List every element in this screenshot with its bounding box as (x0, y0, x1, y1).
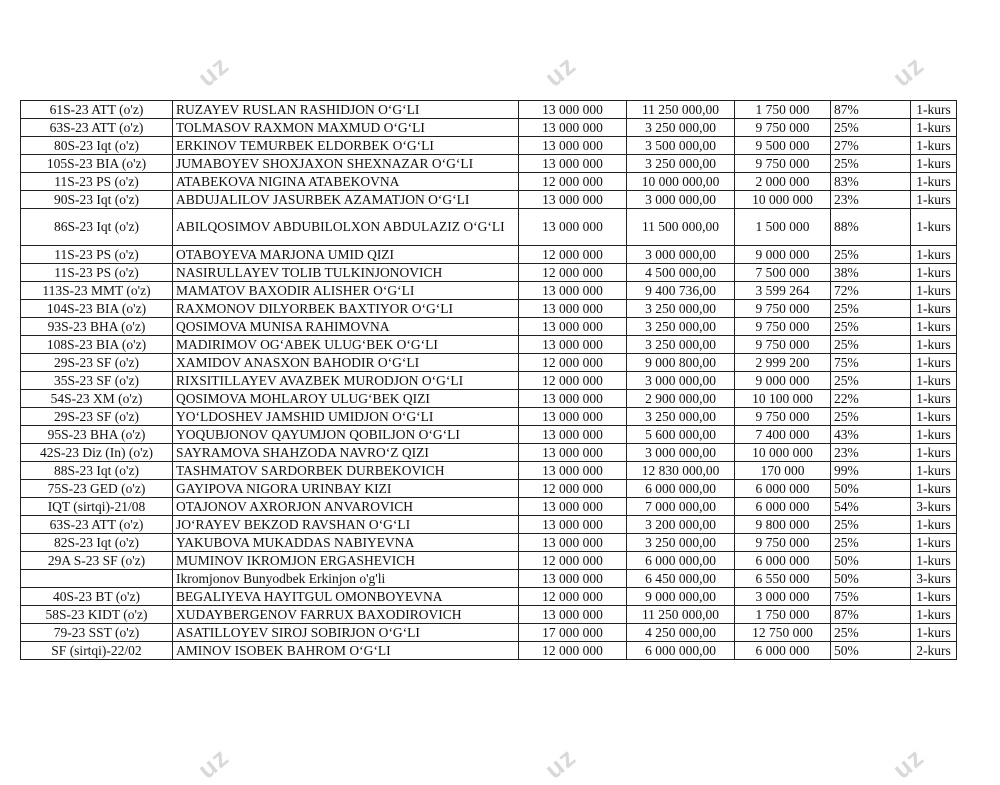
paid-percent-cell: 25% (831, 246, 911, 264)
debt-amount-cell: 10 000 000 (735, 444, 831, 462)
contract-amount-cell: 13 000 000 (519, 336, 627, 354)
student-name-cell: MAMATOV BAXODIR ALISHER O‘G‘LI (173, 282, 519, 300)
paid-amount-cell: 9 000 000,00 (627, 588, 735, 606)
table-row (21, 101, 957, 119)
paid-amount-cell: 3 250 000,00 (627, 318, 735, 336)
table-row (21, 462, 957, 480)
group-cell: 54S-23 XM (o'z) (21, 390, 173, 408)
course-cell: 1-kurs (911, 534, 957, 552)
contract-amount-cell: 13 000 000 (519, 570, 627, 588)
table-row (21, 282, 957, 300)
group-cell (21, 570, 173, 588)
paid-amount-cell: 6 450 000,00 (627, 570, 735, 588)
table-row (21, 444, 957, 462)
paid-amount-cell: 2 900 000,00 (627, 390, 735, 408)
group-cell: 86S-23 Iqt (o'z) (21, 209, 173, 246)
table-row (21, 390, 957, 408)
contract-amount-cell: 13 000 000 (519, 119, 627, 137)
debt-amount-cell: 3 000 000 (735, 588, 831, 606)
paid-amount-cell: 4 250 000,00 (627, 624, 735, 642)
table-row (21, 137, 957, 155)
student-name-cell: BEGALIYEVA HAYITGUL OMONBOYEVNA (173, 588, 519, 606)
table-row (21, 642, 957, 660)
debt-amount-cell: 9 750 000 (735, 408, 831, 426)
table-row (21, 408, 957, 426)
debt-amount-cell: 170 000 (735, 462, 831, 480)
course-cell: 1-kurs (911, 516, 957, 534)
student-name-cell: MADIRIMOV OG‘ABEK ULUG‘BEK O‘G‘LI (173, 336, 519, 354)
table-row (21, 119, 957, 137)
student-name-cell: RUZAYEV RUSLAN RASHIDJON O‘G‘LI (173, 101, 519, 119)
course-cell: 1-kurs (911, 209, 957, 246)
table-row (21, 318, 957, 336)
course-cell: 1-kurs (911, 137, 957, 155)
group-cell: 40S-23 BT (o'z) (21, 588, 173, 606)
group-cell: 42S-23 Diz (In) (o'z) (21, 444, 173, 462)
group-cell: 58S-23 KIDT (o'z) (21, 606, 173, 624)
student-name-cell: ERKINOV TEMURBEK ELDORBEK O‘G‘LI (173, 137, 519, 155)
paid-amount-cell: 3 000 000,00 (627, 444, 735, 462)
paid-percent-cell: 25% (831, 534, 911, 552)
course-cell: 1-kurs (911, 372, 957, 390)
contract-amount-cell: 12 000 000 (519, 552, 627, 570)
paid-percent-cell: 87% (831, 606, 911, 624)
paid-amount-cell: 6 000 000,00 (627, 552, 735, 570)
debt-amount-cell: 9 000 000 (735, 246, 831, 264)
course-cell: 3-kurs (911, 570, 957, 588)
debt-amount-cell: 3 599 264 (735, 282, 831, 300)
contract-amount-cell: 13 000 000 (519, 155, 627, 173)
course-cell: 1-kurs (911, 624, 957, 642)
paid-percent-cell: 22% (831, 390, 911, 408)
course-cell: 3-kurs (911, 498, 957, 516)
course-cell: 1-kurs (911, 155, 957, 173)
debt-amount-cell: 9 750 000 (735, 300, 831, 318)
paid-percent-cell: 23% (831, 191, 911, 209)
contract-amount-cell: 13 000 000 (519, 209, 627, 246)
contract-amount-cell: 12 000 000 (519, 372, 627, 390)
paid-amount-cell: 11 250 000,00 (627, 606, 735, 624)
debt-amount-cell: 6 550 000 (735, 570, 831, 588)
contract-amount-cell: 13 000 000 (519, 444, 627, 462)
table-row (21, 606, 957, 624)
student-name-cell: ASATILLOYEV SIROJ SOBIRJON O‘G‘LI (173, 624, 519, 642)
debt-amount-cell: 12 750 000 (735, 624, 831, 642)
student-name-cell: SAYRAMOVA SHAHZODA NAVRO‘Z QIZI (173, 444, 519, 462)
table-row (21, 336, 957, 354)
group-cell: 61S-23 ATT (o'z) (21, 101, 173, 119)
contract-amount-cell: 13 000 000 (519, 426, 627, 444)
paid-percent-cell: 88% (831, 209, 911, 246)
contract-amount-cell: 13 000 000 (519, 318, 627, 336)
group-cell: 11S-23 PS (o'z) (21, 264, 173, 282)
paid-amount-cell: 6 000 000,00 (627, 642, 735, 660)
paid-percent-cell: 75% (831, 588, 911, 606)
paid-percent-cell: 27% (831, 137, 911, 155)
contract-amount-cell: 17 000 000 (519, 624, 627, 642)
watermark: uz (886, 741, 930, 785)
paid-percent-cell: 99% (831, 462, 911, 480)
group-cell: 11S-23 PS (o'z) (21, 173, 173, 191)
course-cell: 1-kurs (911, 173, 957, 191)
debt-amount-cell: 1 750 000 (735, 606, 831, 624)
contract-amount-cell: 13 000 000 (519, 516, 627, 534)
student-name-cell: YOQUBJONOV QAYUMJON QOBILJON O‘G‘LI (173, 426, 519, 444)
debt-amount-cell: 9 750 000 (735, 119, 831, 137)
debt-amount-cell: 9 750 000 (735, 318, 831, 336)
paid-percent-cell: 50% (831, 480, 911, 498)
group-cell: 63S-23 ATT (o'z) (21, 516, 173, 534)
contract-amount-cell: 12 000 000 (519, 480, 627, 498)
student-name-cell: QOSIMOVA MUNISA RAHIMOVNA (173, 318, 519, 336)
paid-amount-cell: 3 250 000,00 (627, 408, 735, 426)
course-cell: 1-kurs (911, 588, 957, 606)
paid-amount-cell: 10 000 000,00 (627, 173, 735, 191)
table-row (21, 173, 957, 191)
group-cell: SF (sirtqi)-22/02 (21, 642, 173, 660)
group-cell: 108S-23 BIA (o'z) (21, 336, 173, 354)
course-cell: 1-kurs (911, 552, 957, 570)
table-row (21, 624, 957, 642)
debt-amount-cell: 7 500 000 (735, 264, 831, 282)
paid-amount-cell: 3 500 000,00 (627, 137, 735, 155)
paid-percent-cell: 50% (831, 642, 911, 660)
group-cell: 11S-23 PS (o'z) (21, 246, 173, 264)
paid-amount-cell: 7 000 000,00 (627, 498, 735, 516)
student-name-cell: MUMINOV IKROMJON ERGASHEVICH (173, 552, 519, 570)
paid-percent-cell: 25% (831, 155, 911, 173)
table-row (21, 588, 957, 606)
contract-amount-cell: 12 000 000 (519, 588, 627, 606)
debt-amount-cell: 9 500 000 (735, 137, 831, 155)
contract-amount-cell: 13 000 000 (519, 606, 627, 624)
group-cell: 29S-23 SF (o'z) (21, 354, 173, 372)
course-cell: 1-kurs (911, 264, 957, 282)
course-cell: 1-kurs (911, 101, 957, 119)
table-row (21, 570, 957, 588)
group-cell: 63S-23 ATT (o'z) (21, 119, 173, 137)
paid-percent-cell: 50% (831, 552, 911, 570)
contract-amount-cell: 13 000 000 (519, 137, 627, 155)
course-cell: 1-kurs (911, 426, 957, 444)
paid-percent-cell: 83% (831, 173, 911, 191)
paid-amount-cell: 3 000 000,00 (627, 191, 735, 209)
course-cell: 1-kurs (911, 606, 957, 624)
contract-amount-cell: 12 000 000 (519, 642, 627, 660)
student-name-cell: YAKUBOVA MUKADDAS NABIYEVNA (173, 534, 519, 552)
student-name-cell: JUMABOYEV SHOXJAXON SHEXNAZAR O‘G‘LI (173, 155, 519, 173)
paid-percent-cell: 25% (831, 336, 911, 354)
table-row (21, 552, 957, 570)
debt-amount-cell: 1 500 000 (735, 209, 831, 246)
contract-amount-cell: 13 000 000 (519, 408, 627, 426)
group-cell: 79-23 SST (o'z) (21, 624, 173, 642)
paid-percent-cell: 38% (831, 264, 911, 282)
contract-amount-cell: 12 000 000 (519, 354, 627, 372)
course-cell: 1-kurs (911, 444, 957, 462)
debt-amount-cell: 6 000 000 (735, 552, 831, 570)
group-cell: 104S-23 BIA (o'z) (21, 300, 173, 318)
contract-amount-cell: 13 000 000 (519, 462, 627, 480)
table-row (21, 516, 957, 534)
group-cell: 95S-23 BHA (o'z) (21, 426, 173, 444)
paid-percent-cell: 25% (831, 318, 911, 336)
debt-amount-cell: 7 400 000 (735, 426, 831, 444)
table-row (21, 246, 957, 264)
student-name-cell: AMINOV ISOBEK BAHROM O‘G‘LI (173, 642, 519, 660)
paid-percent-cell: 43% (831, 426, 911, 444)
paid-amount-cell: 5 600 000,00 (627, 426, 735, 444)
course-cell: 2-kurs (911, 642, 957, 660)
group-cell: 105S-23 BIA (o'z) (21, 155, 173, 173)
debt-amount-cell: 10 100 000 (735, 390, 831, 408)
course-cell: 1-kurs (911, 480, 957, 498)
contract-amount-cell: 13 000 000 (519, 101, 627, 119)
paid-amount-cell: 3 250 000,00 (627, 336, 735, 354)
course-cell: 1-kurs (911, 300, 957, 318)
paid-amount-cell: 9 000 800,00 (627, 354, 735, 372)
student-name-cell: TASHMATOV SARDORBEK DURBEKOVICH (173, 462, 519, 480)
course-cell: 1-kurs (911, 318, 957, 336)
table-row (21, 480, 957, 498)
course-cell: 1-kurs (911, 336, 957, 354)
paid-percent-cell: 25% (831, 408, 911, 426)
contract-amount-cell: 13 000 000 (519, 300, 627, 318)
course-cell: 1-kurs (911, 191, 957, 209)
watermark: uz (538, 49, 582, 93)
payment-table (20, 100, 957, 660)
debt-amount-cell: 9 750 000 (735, 336, 831, 354)
table-row (21, 191, 957, 209)
group-cell: 93S-23 BHA (o'z) (21, 318, 173, 336)
debt-amount-cell: 9 000 000 (735, 372, 831, 390)
table-row (21, 300, 957, 318)
paid-amount-cell: 11 500 000,00 (627, 209, 735, 246)
paid-percent-cell: 23% (831, 444, 911, 462)
student-name-cell: OTAJONOV AXRORJON ANVAROVICH (173, 498, 519, 516)
student-name-cell: RAXMONOV DILYORBEK BAXTIYOR O‘G‘LI (173, 300, 519, 318)
group-cell: 80S-23 Iqt (o'z) (21, 137, 173, 155)
debt-amount-cell: 6 000 000 (735, 642, 831, 660)
paid-amount-cell: 3 250 000,00 (627, 300, 735, 318)
course-cell: 1-kurs (911, 119, 957, 137)
group-cell: 82S-23 Iqt (o'z) (21, 534, 173, 552)
debt-amount-cell: 6 000 000 (735, 480, 831, 498)
paid-amount-cell: 3 250 000,00 (627, 155, 735, 173)
table-row (21, 264, 957, 282)
paid-amount-cell: 6 000 000,00 (627, 480, 735, 498)
table-row (21, 534, 957, 552)
paid-amount-cell: 3 250 000,00 (627, 534, 735, 552)
student-name-cell: RIXSITILLAYEV AVAZBEK MURODJON O‘G‘LI (173, 372, 519, 390)
paid-amount-cell: 11 250 000,00 (627, 101, 735, 119)
student-name-cell: Ikromjonov Bunyodbek Erkinjon o'g'li (173, 570, 519, 588)
debt-amount-cell: 9 750 000 (735, 534, 831, 552)
table-row (21, 372, 957, 390)
group-cell: 88S-23 Iqt (o'z) (21, 462, 173, 480)
watermark: uz (191, 49, 235, 93)
contract-amount-cell: 13 000 000 (519, 390, 627, 408)
paid-amount-cell: 3 250 000,00 (627, 119, 735, 137)
contract-amount-cell: 12 000 000 (519, 173, 627, 191)
student-name-cell: ATABEKOVA NIGINA ATABEKOVNA (173, 173, 519, 191)
debt-amount-cell: 9 800 000 (735, 516, 831, 534)
course-cell: 1-kurs (911, 408, 957, 426)
student-name-cell: XAMIDOV ANASXON BAHODIR O‘G‘LI (173, 354, 519, 372)
student-name-cell: QOSIMOVA MOHLAROY ULUG‘BEK QIZI (173, 390, 519, 408)
paid-amount-cell: 3 200 000,00 (627, 516, 735, 534)
student-name-cell: XUDAYBERGENOV FARRUX BAXODIROVICH (173, 606, 519, 624)
group-cell: IQT (sirtqi)-21/08 (21, 498, 173, 516)
debt-amount-cell: 2 999 200 (735, 354, 831, 372)
student-name-cell: NASIRULLAYEV TOLIB TULKINJONOVICH (173, 264, 519, 282)
table-row (21, 354, 957, 372)
debt-amount-cell: 2 000 000 (735, 173, 831, 191)
table-row (21, 498, 957, 516)
contract-amount-cell: 13 000 000 (519, 191, 627, 209)
debt-amount-cell: 1 750 000 (735, 101, 831, 119)
paid-amount-cell: 12 830 000,00 (627, 462, 735, 480)
contract-amount-cell: 12 000 000 (519, 264, 627, 282)
debt-amount-cell: 9 750 000 (735, 155, 831, 173)
student-name-cell: ABDUJALILOV JASURBEK AZAMATJON O‘G‘LI (173, 191, 519, 209)
paid-percent-cell: 72% (831, 282, 911, 300)
table-row (21, 155, 957, 173)
contract-amount-cell: 12 000 000 (519, 246, 627, 264)
paid-percent-cell: 50% (831, 570, 911, 588)
contract-amount-cell: 13 000 000 (519, 534, 627, 552)
table-row (21, 426, 957, 444)
paid-percent-cell: 25% (831, 516, 911, 534)
paid-percent-cell: 87% (831, 101, 911, 119)
course-cell: 1-kurs (911, 282, 957, 300)
group-cell: 29A S-23 SF (o'z) (21, 552, 173, 570)
student-name-cell: ABILQOSIMOV ABDUBILOLXON ABDULAZIZ O‘G‘LI (173, 209, 519, 246)
watermark: uz (191, 741, 235, 785)
watermark: uz (538, 741, 582, 785)
watermark: uz (886, 49, 930, 93)
debt-amount-cell: 10 000 000 (735, 191, 831, 209)
paid-amount-cell: 9 400 736,00 (627, 282, 735, 300)
table-row (21, 209, 957, 246)
contract-amount-cell: 13 000 000 (519, 282, 627, 300)
group-cell: 113S-23 MMT (o'z) (21, 282, 173, 300)
contract-amount-cell: 13 000 000 (519, 498, 627, 516)
student-name-cell: GAYIPOVA NIGORA URINBAY KIZI (173, 480, 519, 498)
paid-percent-cell: 25% (831, 119, 911, 137)
course-cell: 1-kurs (911, 354, 957, 372)
debt-amount-cell: 6 000 000 (735, 498, 831, 516)
course-cell: 1-kurs (911, 462, 957, 480)
student-name-cell: TOLMASOV RAXMON MAXMUD O‘G‘LI (173, 119, 519, 137)
group-cell: 35S-23 SF (o'z) (21, 372, 173, 390)
paid-percent-cell: 25% (831, 624, 911, 642)
paid-amount-cell: 3 000 000,00 (627, 246, 735, 264)
course-cell: 1-kurs (911, 390, 957, 408)
paid-percent-cell: 54% (831, 498, 911, 516)
group-cell: 90S-23 Iqt (o'z) (21, 191, 173, 209)
student-name-cell: YO‘LDOSHEV JAMSHID UMIDJON O‘G‘LI (173, 408, 519, 426)
group-cell: 75S-23 GED (o'z) (21, 480, 173, 498)
paid-percent-cell: 25% (831, 372, 911, 390)
course-cell: 1-kurs (911, 246, 957, 264)
paid-percent-cell: 25% (831, 300, 911, 318)
paid-amount-cell: 3 000 000,00 (627, 372, 735, 390)
student-name-cell: JO‘RAYEV BEKZOD RAVSHAN O‘G‘LI (173, 516, 519, 534)
student-name-cell: OTABOYEVA MARJONA UMID QIZI (173, 246, 519, 264)
paid-amount-cell: 4 500 000,00 (627, 264, 735, 282)
group-cell: 29S-23 SF (o'z) (21, 408, 173, 426)
paid-percent-cell: 75% (831, 354, 911, 372)
